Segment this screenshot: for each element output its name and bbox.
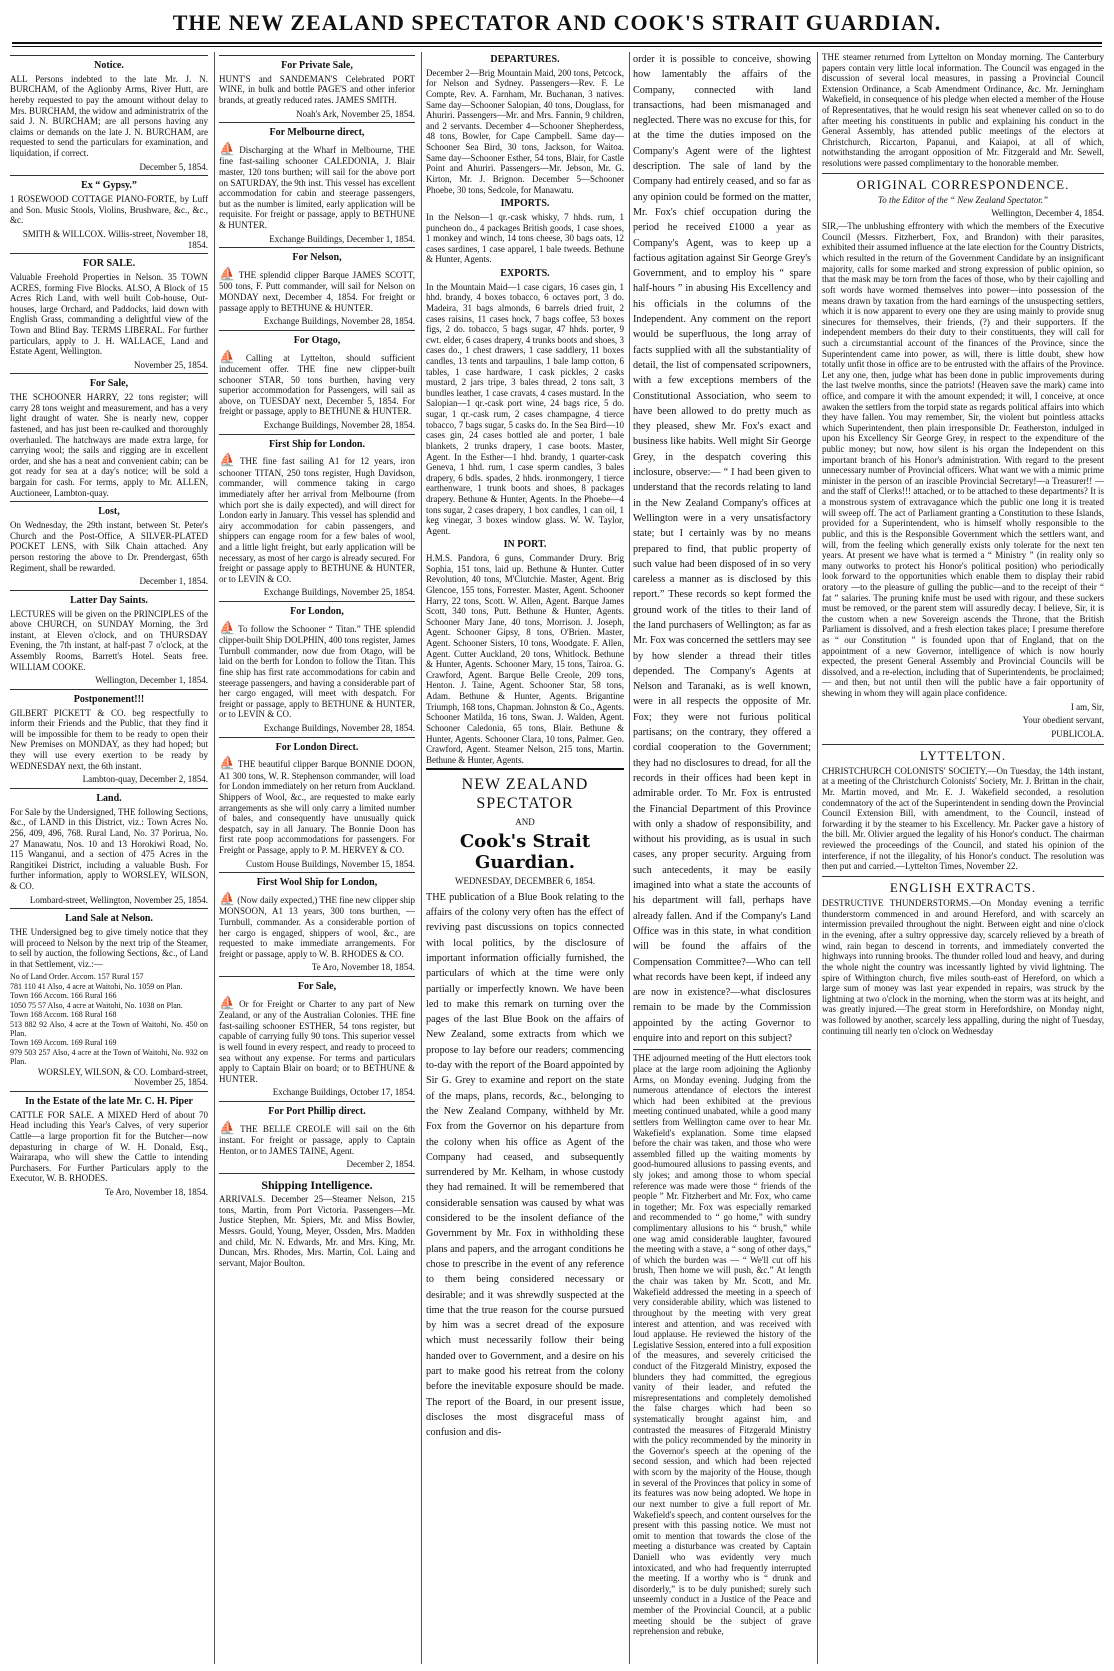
advert-body	[219, 891, 415, 959]
paper-title-block	[426, 768, 624, 886]
advert-heading: For Melbourne direct,	[269, 127, 365, 139]
ship-icon: ⛵	[219, 1119, 239, 1135]
advert-text: To follow the Schooner “ Titan.” THE splendid clipper-built Ship DOLPHIN, 400 tons register, James Turnbull commander, now due from Otago, will be laid on the berth for London to follow the Titan. This fine ship has first rate accommodations for cabin and steerage passengers, and having a considerable part of her cargo engaged, will meet with despatch. For freight or passage, apply to BETHUNE & HUNTER, or to LEVIN & CO.	[219, 623, 415, 720]
section-body: ARRIVALS. December 25—Steamer Nelson, 215 tons, Martin, from Port Victoria. Passengers—Mr. Justice Stephen, Mr. Spiers, Mr. and Miss Bowler, Messrs. Gould, Young, Meyer, Ossden, Mrs. Madden and child, Mr. N. Edwards, Mr. and Mrs. King, Mr. Duncan, Mrs. Rhodes, Mrs. Martin, Col. Laing and servant, Major Boulton.	[219, 1194, 415, 1268]
advert-text: THE BELLE CREOLE will sail on the 6th instant. For freight or passage, apply to Captain Henton, or to JAMES TAINE, Agent.	[219, 1123, 415, 1156]
advert-text: (Now daily expected,) THE fine new clipper ship MONSOON, A1 13 years, 300 tons burthen, — Turnbull, commander. As a considerable portion of her cargo is engaged, shippers of wool, &c., are requested to make immediate arrangements. For freight or passage, apply to W. B. RHODES & CO.	[219, 895, 415, 959]
advert-body	[219, 1120, 415, 1157]
advert	[219, 55, 415, 119]
advert-heading: In the Estate of the late Mr. C. H. Piper	[25, 1095, 193, 1107]
section-body: December 2—Brig Mountain Maid, 200 tons, Petcock, for Nelson and Sydney. Passengers—Rev. F. Le Compte, Rev. A. Farnham, Mr. Buchanan, 3 natives. Same day—Schooner Salopian, 40 tons, Douglass, for Ahuriri. Passengers—Mr. and Mrs. Fannin, 9 children, and 2 servants. December 4—Schooner Shepherdess, 48 tons, Bowler, for Cape Campbell. Same day—Schooner Sea Bird, 30 tons, Jackson, for Waitoa. Same day—Schooner Esther, 54 tons, Blair, for Castle Point and Ahuriri. Passengers—Mr. Jebson, Mr. G. Kirton, Mr. J. Brignon. December 5—Schooner Phoebe, 30 tons, Sedcole, for Manawatu.	[426, 67, 624, 195]
section-heading: IN PORT.	[503, 539, 547, 551]
advert-text: THE splendid clipper Barque JAMES SCOTT, 500 tons, F. Putt commander, will sail for Nelson on MONDAY next, December 4, 1854. For freight or passage apply to BETHUNE & HUNTER.	[219, 270, 415, 313]
advert-body: GILBERT PICKETT & CO. beg respectfully to inform their Friends and the Public, that they find it will be impossible for them to be ready to open their New Premises on MONDAY, as they had hoped; but they will use every exertion to be ready by WEDNESDAY next, the 6th instant.	[10, 707, 208, 771]
advert-heading: Land.	[96, 792, 122, 804]
column-2-shipping-adverts	[219, 52, 415, 1664]
advert	[219, 872, 415, 973]
correspondence-to: To the Editor of the “ New Zealand Spectator.”	[878, 195, 1048, 206]
land-order: Town 168 Accom. 168 Rural 168	[10, 1010, 117, 1020]
advert-signature: Exchange Buildings, November 25, 1854.	[263, 587, 415, 598]
advert-signature: December 5, 1854.	[139, 161, 208, 172]
advert-signature: SMITH & WILLCOX. Willis-street, November 18, 1854.	[22, 228, 208, 250]
section-heading: Shipping Intelligence.	[261, 1177, 373, 1192]
advert-signature: Te Aro, November 18, 1854.	[311, 962, 415, 973]
advert-heading: For Otago,	[293, 334, 341, 346]
land-sections: 513 882 92 Also, 4 acre at the Town of Waitohi, No. 450 on Plan.	[10, 1019, 208, 1039]
advert-heading: First Wool Ship for London,	[256, 877, 378, 889]
land-table-row	[10, 991, 208, 1000]
advert-heading: For London Direct.	[275, 741, 359, 753]
advert	[219, 601, 415, 734]
column-divider	[214, 52, 215, 1664]
advert-signature: Te Aro, November 18, 1854.	[104, 1187, 208, 1198]
advert	[10, 253, 208, 370]
ship-icon: ⛵	[219, 994, 238, 1010]
advert	[10, 501, 208, 586]
advert-body: CATTLE FOR SALE. A MIXED Herd of about 70 Head including this Year's Calves, of very superior Cattle—a large proportion fit for the Butcher—now depasturing in charge of W. H. Donald, Esq., Wairarapa, who will shew the Cattle to intending Purchasers. For Further Particulars apply to the Executor, W. B. RHODES.	[10, 1109, 208, 1184]
advert-text: THE fine fast sailing A1 for 12 years, iron schooner TITAN, 250 tons register, Hugh Davidson, commander, will commence taking in cargo immediately after her arrival from Melbourne (from which port she is daily expected), and will direct for London early in January. This vessel has splendid and airy accommodation for cabin passengers, and shippers can engage room for a few bales of wool, and a little light freight, but early application will be necessary, as most of her cargo is already secured. For freight or passage apply to BETHUNE & HUNTER, or to LEVIN & CO.	[219, 456, 415, 584]
advert-body	[219, 995, 415, 1085]
correspondence-date: Wellington, December 4, 1854.	[991, 207, 1104, 218]
advert-heading: For London,	[290, 606, 344, 618]
advert	[219, 330, 415, 431]
column-4-editorial	[633, 52, 811, 1664]
advert-text: Or for Freight or Charter to any part of New Zealand, or any of the Australian Colonies. THE fine fast-sailing schooner ESTHER, 54 tons register, but capable of carrying fully 90 tons. This superior vessel is well found in every respect, and ready to proceed to sea without any expense. For terms and particulars apply to Captain Blair on board; or to BETHUNE & HUNTER.	[219, 998, 415, 1084]
advert-signature: Exchange Buildings, October 17, 1854.	[272, 1087, 415, 1098]
column-divider	[421, 52, 422, 1664]
english-extracts-body: DESTRUCTIVE THUNDERSTORMS.—On Monday evening a terrific thunderstorm commenced in and around Hereford, and with scarcely an intermission prevailed throughout the night. Between eight and nine o'clock in the evening, after a sultry oppressive day, scarcely relieved by a breath of wind, rain began to descend in torrents, and immediately converted the highways into running brooks. The thunder rolled loud and heavy, and during the whole night the country was incessantly lighted by vivid lightning. The spire of Withington church, five miles south-east of Hereford, on which a large sum of money was last year expended in repairs, was struck by the lightning at two o'clock in the morning, when the storm was at its height, and was greatly injured.—The great storm in Herefordshire, on Monday night, was followed by another, scarcely less appalling, during the night of Tuesday, continuing till nearly ten o'clock on Wednesday	[822, 898, 1104, 1036]
paper-title-and: AND	[515, 817, 535, 828]
advert-signature: December 1, 1854.	[139, 576, 208, 587]
column-5-correspondence	[822, 52, 1104, 1664]
advert-body: 1 ROSEWOOD COTTAGE PIANO-FORTE, by Luff and Son. Music Stools, Violins, Brushware, &c., &c., &c.	[10, 194, 208, 226]
land-table-row	[10, 1038, 208, 1047]
paper-subtitle: Cook's Strait Guardian.	[459, 830, 591, 873]
advert	[10, 908, 208, 1088]
advert-signature: Exchange Buildings, November 28, 1854.	[263, 419, 415, 430]
land-table-row	[10, 1001, 208, 1010]
advert-text: Calling at Lyttelton, should sufficient inducement offer. THE fine new clipper-built schooner STAR, 50 tons burthen, having very superior accommodation for Passengers, will sail as above, on TUESDAY next, December 5, 1854. For freight or passage, apply to BETHUNE & HUNTER.	[219, 352, 415, 417]
advert-signature: December 2, 1854.	[346, 1159, 415, 1170]
letter-signatory: PUBLICOLA.	[1051, 728, 1104, 739]
section-heading: EXPORTS.	[500, 267, 550, 279]
column-1-advertisements	[10, 52, 208, 1664]
land-sections: 781 110 41 Also, 4 acre at Waitohi, No. 1059 on Plan.	[10, 981, 183, 991]
section-body: H.M.S. Pandora, 6 guns, Commander Drury. Brig Sophia, 151 tons, laid up. Bethune & Hunter. Cutter Revolution, 40 tons, M'Clutchie. Master, Agent. Brig Glencoe, 155 tons, Forrester. Master, Agent. Schooner Harry, 22 tons, Scott. W. Allen, Agent. Barque James Scott, 340 tons, Putt. Bethune & Hunter, Agents. Schooner Mary Jane, 40 tons, Morrison. J. Joseph, Agent. Schooner Gipsy, 8 tons, O'Brien. Master, Agent. Schooner Sisters, 10 tons, Woodgate. F. Allen, Agent. Cutter Auckland, 20 tons, Whitlock. Bethune & Hunter, Agents. Schooner Mary, 15 tons, Tairoa. G. Crawford, Agent. Barque Belle Creole, 209 tons, Henton. J. Taine, Agent. Schooner Star, 58 tons, Adam. Bethune & Hunter, Agents. Brigantine Triumph, 168 tons, Chapman. Johnston & Co., Agents. Schooner Matilda, 16 tons, Swan. J. Walden, Agent. Schooner Caledonia, 65 tons, Blair. Bethune & Hunter, Agents. Schooner Clara, 10 tons, Palmer. Geo. Crawford, Agent. Steamer Nelson, 215 tons, Martin. Bethune & Hunter, Agents.	[426, 553, 624, 765]
section-heading: IMPORTS.	[500, 198, 550, 210]
column-3-shipping-and-editorial	[426, 52, 624, 1664]
advert	[10, 590, 208, 686]
advert-signature: WORSLEY, WILSON, & CO. Lombard-street, November 25, 1854.	[37, 1066, 208, 1088]
advert-signature: Exchange Buildings, November 28, 1854.	[263, 723, 415, 734]
advert-body: HUNT'S and SANDEMAN'S Celebrated PORT WINE, in bulk and bottle PAGE'S and other inferior brands, at greatly reduced rates. JAMES SMITH.	[219, 73, 415, 106]
advert-body	[219, 620, 415, 720]
ship-icon: ⛵	[219, 266, 237, 282]
land-table-row	[10, 1020, 208, 1039]
lyttelton-body: CHRISTCHURCH COLONISTS' SOCIETY.—On Tuesday, the 14th instant, at a meeting of the Christchurch Colonists' Society, Mr. J. Brittan in the chair, Mr. Martin moved, and Mr. E. J. Wakefield seconded, a resolution condemnatory of the act of the Superintendent in sending down the Provincial Council Extension Bill, with amendment, to the Council, instead of forwarding it by the steamer to his Excellency. Mr. Packer gave a history of the bill. Mr. Olivier argued the legality of his Honor's conduct. The chairman reviewed the proceedings of the Council, and stated his opinion of the interference, if not the illegality, of his Honor's conduct. The resolution was then put and carried.—Lyttelton Times, November 22.	[822, 765, 1104, 872]
land-table-row	[10, 1010, 208, 1019]
advert	[10, 1091, 208, 1198]
advert-heading: Postponement!!!	[73, 693, 145, 705]
land-order: Town 166 Accom. 166 Rural 166	[10, 991, 117, 1001]
advert-body	[219, 755, 415, 855]
advert	[10, 175, 208, 250]
advert-heading: Ex “ Gypsy.”	[81, 180, 137, 192]
advert-signature: Lambton-quay, December 2, 1854.	[82, 774, 208, 785]
section-body: In the Nelson—1 qr.-cask whisky, 7 hhds. rum, 1 puncheon do., 4 packages British goods, 1 case shoes, 1 monkey and winch, 14 tons cheese, 30 bags oats, 12 cases sardines, 1 case apparel, 1 bale tweeds. Bethune & Hunter, Agents.	[426, 211, 624, 265]
advert	[10, 55, 208, 172]
ship-icon: ⛵	[219, 348, 244, 364]
land-sections: 979 503 257 Also, 4 acre at the Town of Waitohi, No. 932 on Plan.	[10, 1047, 208, 1067]
advert	[219, 737, 415, 870]
ship-icon: ⛵	[219, 452, 239, 468]
advert-heading: For Private Sale,	[281, 60, 353, 71]
advert	[10, 373, 208, 498]
land-sections: 1050 75 57 Also, 4 acre at Waitohi, No. 1038 on Plan.	[10, 1000, 183, 1010]
section-heading: DEPARTURES.	[490, 54, 560, 65]
advert-signature: November 25, 1854.	[134, 359, 208, 370]
ship-icon: ⛵	[219, 619, 237, 635]
land-table-row	[10, 982, 208, 991]
advert	[219, 976, 415, 1098]
advert-body: LECTURES will be given on the PRINCIPLES of the above CHURCH, on SUNDAY Morning, the 3rd instant, at Eleven o'clock, and on THURSDAY Evening, the 7th instant, at half-past 7 o'clock, at the Assembly Rooms, Barrett's Hotel. Seats free. WILLIAM COOKE.	[10, 608, 208, 672]
masthead: THE NEW ZEALAND SPECTATOR AND COOK'S STRAIT GUARDIAN.	[172, 10, 942, 35]
hutt-meeting-report: THE adjourned meeting of the Hutt electors took place at the large room adjoining the Aglionby Arms, on Monday evening. Judging from the numerous attendance of electors the interest which had been exhibited at the previous meeting continued unabated, while a good many settlers from Wellington came over to hear Mr. Wakefield's explanation. Some time elapsed before the chair was taken, and those who were assembled filled up the waiting moments by good-humoured allusions to passing events, and sly jokes; and among those to whom special reference was made were those “ friends of the people ” Mr. Fitzherbert and Mr. Fox, who came in together; Mr. Fox was especially remarked and recommended to “ go home,” with sundry complimentary allusions to his “ brush,” while one wag amid considerable laughter, favoured the meeting with a stave, a “ song of other days,” of which the burden was — “ We'll cut off his brush, Then home we will push, &c.” At length the chair was taken by Mr. Scott, and Mr. Wakefield addressed the meeting in a speech of very considerable ability, which was listened to throughout by the meeting with very great interest and attention, and was received with loud applause. He reviewed the history of the Legislative Session, entered into a full exposition of the measures, and severely criticised the conduct of the Fitzgerald Ministry, exposed the blunders they had committed, the egregious vanity of their leader, and refuted the misrepresentations and completely demolished the false charges which had been so systematically brought against him, and contrasted the measures of Fitzgerald Ministry with the policy recommended by the minority in the Governor's speech at the opening of the second session, and which had been rejected with scorn by the majority of the House, though in several of the Provinces that policy in some of its features was now being adopted. We hope in our next number to give a full report of Mr. Wakefield's speech, and content ourselves for the present with this passing notice. We must not omit to mention that towards the close of the meeting a disturbance was created by Captain Daniell who was evidently very much intoxicated, and who had frequently interrupted the meeting. If a worthy who is “ drunk and disorderly,” is to be duly punished; surely such unseemly conduct in a Justice of the Peace and member of the Provincial Council, at a public meeting should be the subject of grave reprehension and rebuke,	[633, 1049, 811, 1637]
paper-title: NEW ZEALAND SPECTATOR	[461, 776, 589, 813]
lyttelton-heading: LYTTELTON.	[822, 744, 1104, 763]
advert-body	[219, 141, 415, 231]
advert-heading: Latter Day Saints.	[70, 594, 148, 606]
advert-body	[219, 266, 415, 313]
advert-body: For Sale by the Undersigned, THE following Sections, &c., of LAND in this District, viz.: Town Acres No. 256, 409, 496, 768. Rural Land, No. 37 Porirua, No. 27 Manawatu, Nos. 10 and 13 Horokiwi Road, No. 115 Wanganui, and a section of 475 Acres in the Rangitikei District, including a valuable Bush. For further information, apply to WORSLEY, WILSON, & CO.	[10, 806, 208, 891]
advert	[219, 1101, 415, 1170]
advert-heading: Lost,	[98, 506, 120, 518]
advert-body: THE SCHOONER HARRY, 22 tons register; will carry 28 tons weight and measurement, and has a very light draught of water. She is nearly new, copper fastened, and has just been re-caulked and thoroughly overhauled. The hatchways are made extra large, for carrying wool; the sails and rigging are in excellent order, and she has a neat and convenient cabin; can be got ready for sea at a day's notice; will be sold a bargain for cash. For terms, apply to Mr. ALLEN, Auctioneer, Lambton-quay.	[10, 392, 208, 498]
advert-heading: First Ship for London.	[269, 438, 365, 450]
advert	[219, 247, 415, 327]
ship-icon: ⛵	[219, 141, 238, 157]
advert-body: ALL Persons indebted to the late Mr. J. N. BURCHAM, of the Aglionby Arms, River Hutt, are hereby requested to pay the amount without delay to Mrs. BURCHAM, the widow and administratrix of the said J. N. BURCHAM; are all persons having any claims or demands on the late J. N. BURCHAM, are requested to send the particulars for examination, and liquidation, if correct.	[10, 73, 208, 159]
advert-heading: For Nelson,	[292, 252, 342, 264]
advert	[10, 689, 208, 785]
advert-signature: Exchange Buildings, December 1, 1854.	[269, 233, 415, 244]
editorial-continued: order it is possible to conceive, showing how lamentably the affairs of the Company, connected with land transactions, had been mismanaged and neglected. There was no excuse for this, for at the time the duties imposed on the Company's Agent were of the lightest description. The sale of land by the Company had entirely ceased, and so far as any opinion could be formed on the matter, Mr. Fox's chief occupation during the period he received £1000 a year as Company's Agent, was to keep up a factious agitation against Sir George Grey's Government, and to employ his “ spare half-hours ” in abusing His Excellency and his officials in the columns of the Independent. Any comment on the report would be superfluous, the long array of facts supplied with all the substantiality of detail, the list of compensated scripowners, with a few exceptions members of the Constitutional Association, who seem to have been allowed to do pretty much as they pleased, shew Mr. Fox's exact and business like habits. Well might Sir George Grey, in the despatch covering this inclosure, observe:— “ I had been given to understand that the records relating to land in the New Zealand Company's offices at Wellington were in a very unsatisfactory state; but I certainly was by no means prepared to find, that public property of such value had been disposed of in so very careless a manner as is disclosed by this report.” These records so kept formed the ground work of the titles to their land of the land purchasers of Wellington; as far as Mr. Fox was concerned the settlers may see by how slender a thread their titles depended. The Company's Agents at Nelson and Taranaki, as is well known, were in all respects the opposite of Mr. Fox; they were not furious political partisans; on the contrary, they offered a cordial cooperation to the Government; they had no disclosures to dread, for all the records in their offices had been kept in admirable order. To Mr. Fox is entrusted the Financial Department of this Province with only a shadow of responsibility, and without his providing, as is usual in such cases, any proper security. Arguing from such antecedents, it may be easily imagined into what a state the accounts of his department will fall, perhaps have already fallen. And if the Company's Land Office was in this state, in what condition will be found the affairs of the Compensation Committee?—Who can tell what records have been kept, if indeed any are now in existence?—what disclosures remain to be made by the Commission appointed by the acting Governor to enquire into and report on this subject?	[633, 54, 811, 1044]
paper-date: WEDNESDAY, DECEMBER 6, 1854.	[454, 876, 595, 887]
advert-signature: Custom House Buildings, November 15, 1854.	[246, 858, 415, 869]
advert-signature: Wellington, December 1, 1854.	[95, 675, 208, 686]
advert-body	[219, 452, 415, 584]
letter-body: SIR,—The unblushing effrontery with which the members of the Executive Council (Messrs. Fitzherbert, Fox, and Brandon) with their parasites, exhibited their assumed influence at the late election for the Country Districts, which resulted in the return of the Government Candidate by an insignificant majority, calls for some marked and strong expression of public opinion, so that the mask may be torn from the faces of those, who by their cajolling and soft words have wormed themselves into power—into possession of the means drawn by taxation from the hard earnings of the unsuspecting settlers, which it is now apparent to every one they are using mainly to provide snug sinecures for themselves, their friends, (?) and their supporters. If the independent members do their duty to their constituents, they will call for such a circumstantial account of the finances of the Province, since the Superintendent came into power, as will, there is little doubt, shew how totally unfit those in office are to be entrusted with the affairs of the Province. Let any one, then, judge what has been done in public improvements during the last twelve months, since the patriots! (Heaven save the mark) came into office, and compare it with the amount expended; it will, I conceive, at once awaken the settlers from the torpid state as regards political affairs into which they have fallen. You may remember, Sir, the violent but pointless attacks which Superintendent, then plain irresponsible Dr. Featherston, indulged in upon his Excellency Sir George Grey, in respect to the expenditure of the public money; but now, how silent is his organ the Independent on this important branch of his Honor's administration. With regard to the present unnecessary number of Provincial officers. What want we with a mimic prime minister in the person of an irascible Provincial Secretary!—a Treasurer!! —and the staff of Clerks!!! attached, or to be attached to these departments? It is a monstrous system of extravagance which the public one long it is treated will sweep off. The act of Parliament granting a Constitution to these Islands, provided for a Superintendent, who is himself wholly responsible to the public, and this is the Responsible Government which the settlers want, and will, from the feeling which generally exists only tolerate for the next ten years. At present we have what is termed a “ Ministry ” (in reality only so many outworks to protect his Honor's political position) who periodically look forward to the opportunities which enable them to display their rabid oratory —to the pleasure of gulling the public—and to the receipt of their “ fat ” salaries. The pruning knife must be used with rigour, and these suckers must be removed, or the parent stem will assuredly decay. I believe, Sir, it is the custom when a new Sovereign ascends the Throne, that the British Parliament is dissolved, and a fresh election takes place; I presume therefore as “ our Constitution ” is founded upon that of England, that on the appointment of a new Governor, intelligence of which is now hourly expected, the present General Assembly and Provincial Councils will be dissolved, and a re-election, including that of Superintendents, be proclaimed;— and then, but not until then will the public have a fair opportunity of shewing in whom they will again place confidence.	[822, 221, 1104, 699]
advert	[219, 434, 415, 598]
advert-signature: Noah's Ark, November 25, 1854.	[296, 108, 415, 119]
masthead-rule	[12, 42, 1102, 47]
ship-icon: ⛵	[219, 755, 236, 771]
land-table	[10, 972, 208, 1066]
column-divider	[817, 52, 818, 1664]
column-divider	[629, 52, 630, 1664]
advert-text: Discharging at the Wharf in Melbourne, THE fine fast-sailing schooner CALEDONIA, J. Blair master, 120 tons burthen; will sail for the above port on SATURDAY, the 9th inst. This vessel has excellent accommodation for cabin and steerage passengers, but as the number is limited, early application will be requisite. For freight or passage, apply to BETHUNE & HUNTER.	[219, 145, 415, 231]
letter-sign: Your obedient servant,	[1022, 715, 1104, 726]
advert-heading: For Sale,	[89, 378, 129, 390]
advert-heading: Land Sale at Nelson.	[65, 913, 153, 925]
advert-body	[219, 349, 415, 417]
ship-icon: ⛵	[219, 891, 236, 907]
editorial-text: THE publication of a Blue Book relating to the affairs of the colony very often has the effect of reviving past discussions on topics connected with local politics, by the disclosure of important information officially furnished, the particulars of which at the time were only partially or imperfectly known. We have been led to make this remark on turning over the pages of the last Blue Book on the affairs of New Zealand, some extracts from which we propose to lay before our readers; commencing to-day with the report of the Board appointed by Sir G. Grey to examine and report on the state of the maps, plans, records, &c., belonging to the New Zealand Company, withheld by Mr. Fox from the Governor on his departure from the colony when his office as Agent of the Company had ceased, and subsequently surrendered by Mr. Kelham, in whose custody they had remained. It will be remembered that considerable sensation was caused by what was considered to be the insolent defiance of the Government by Mr. Fox in withholding these plans and papers, and the arrogant conditions he chose to prescribe in the event of any reference to them being considered necessary or desirable; and it was shrewdly suspected at the time that the true reason for the course pursued by him was a secret dread of the exposure which must necessarily follow their being handed over to Government, and a desire on his part to make good his retreat from the colony before the inevitable exposure should be made. The report of the Board, in our present issue, discloses the most disgraceful mass of confusion and dis-	[426, 891, 624, 1439]
land-order: No of Land Order. Accom. 157 Rural 157	[10, 972, 144, 982]
advert-body: THE Undersigned beg to give timely notice that they will proceed to Nelson by the next trip of the Steamer, to sell by auction, the following Sections, &c., of Land in that Settlement, viz.:—	[10, 926, 208, 969]
advert	[219, 122, 415, 244]
advert-heading: For Sale,	[297, 981, 337, 993]
letter-sign: I am, Sir,	[1070, 701, 1104, 712]
english-extracts-heading: ENGLISH EXTRACTS.	[822, 876, 1104, 895]
advert-signature: Lombard-street, Wellington, November 25, 1854.	[29, 894, 208, 905]
land-table-row	[10, 1048, 208, 1067]
advert-text: THE beautiful clipper Barque BONNIE DOON, A1 300 tons, W. R. Stephenson commander, will load for London immediately on her return from Auckland. Shippers of Wool, &c., are requested to make early arrangements as she will only carry a limited number of bales, and consequently have unusually quick despatch, say in all January. The Bonnie Doon has first rate poop accommodations for passengers. For Freight or Passage, apply to P. M. HERVEY & CO.	[219, 759, 415, 856]
shipping-intelligence	[219, 1173, 415, 1268]
land-table-row	[10, 972, 208, 981]
advert-heading: For Port Phillip direct.	[268, 1106, 366, 1118]
advert-body: On Wednesday, the 29th instant, between St. Peter's Church and the Post-Office, A SILVER-PLATED POCKET LENS, with Silk Chain attached. Any person restoring the above to Dr. Prendergast, 65th Regiment, shall be rewarded.	[10, 520, 208, 573]
advert-heading: Notice.	[94, 60, 124, 71]
section-body: In the Mountain Maid—1 case cigars, 16 cases gin, 1 hhd. brandy, 4 boxes tobacco, 6 octaves port, 3 do. Madeira, 31 bags almonds, 6 barrels dried fruit, 2 cases raisins, 11 cases hock, 7 bags coffee, 53 boxes figs, 2 do. tobacco, 5 bags sugar, 47 hhds. porter, 9 cwt. elder, 6 cases drapery, 4 trunks boots and shoes, 3 cases do., 1 chest drawers, 1 case saddlery, 11 boxes candles, 13 tents and tarpaulins, 1 bale lamp cotton, 6 tables, 1 case hardware, 1 cask pickles, 2 casks mustard, 2 jars tripe, 3 bales thread, 2 tons salt, 3 bundles leather, 1 case cravats, 4 cases mustard. In the Salopian—1 qr.-cask port wine, 24 bags rice, 5 do. sugar, 1 qr.-cask rum, 2 cases champagne, 4 tierce tobacco, 7 bags sugar, 5 casks do. In the Sea Bird—10 cases gin, 24 cases bottled ale and porter, 1 bale blankets, 2 trunks drapery, 1 case boots. Master, Agent. In the Esther—1 hhd. brandy, 1 quarter-cask Geneva, 1 hhd. rum, 1 case sperm candles, 3 bales drapery, 6 bdls. spades, 2 hhds. ironmongery, 1 tierce earthenware, 1 trunk boots and shoes, 8 packages drapery. Bethune & Hunter, Agents. In the Phoebe—4 tons sugar, 2 cases drapery, 1 box candles, 1 can oil, 1 keg vinegar, 3 boxes window glass. W. W. Taylor, Agent.	[426, 281, 624, 536]
correspondence-heading: ORIGINAL CORRESPONDENCE.	[822, 173, 1104, 192]
advert-signature: Exchange Buildings, November 28, 1854.	[263, 316, 415, 327]
steamer-news: THE steamer returned from Lyttelton on Monday morning. The Canterbury papers contain very little local information. The Council was engaged in the discussion of several local measures, in passing a Provincial Council Extension Ordinance, a Scab Amendment Ordinance, &c. Mr. Jerningham Wakefield, in consequence of his pledge when elected a member of the House of Representatives, that he would resign his seat whenever called on so to do after meeting his constituents in public and explaining his conduct in the General Assembly, has attended public meetings of the electors at Christchurch, Riccarton, Papanui, and Kaiapoi, at all of which, notwithstanding the arrogant opposition of Mr. Fitzgerald and Mr. Sewell, resolutions were passed complimentary to the honorable member.	[822, 52, 1104, 169]
advert	[10, 788, 208, 905]
advert-body: Valuable Freehold Properties in Nelson. 35 TOWN ACRES, forming Five Blocks. ALSO, A Block of 15 Acres Rich Land, with well built Cob-house, Out-houses, large Orchard, and Paddocks, laid down with English Grass, commanding a delightful view of the Town and Blind Bay. TERMS LIBERAL. For further particulars, apply to J. H. WALLACE, Land and Estate Agent, Wellington.	[10, 271, 208, 357]
land-order: Town 169 Accom. 169 Rural 169	[10, 1038, 117, 1048]
advert-heading: FOR SALE.	[82, 258, 136, 270]
